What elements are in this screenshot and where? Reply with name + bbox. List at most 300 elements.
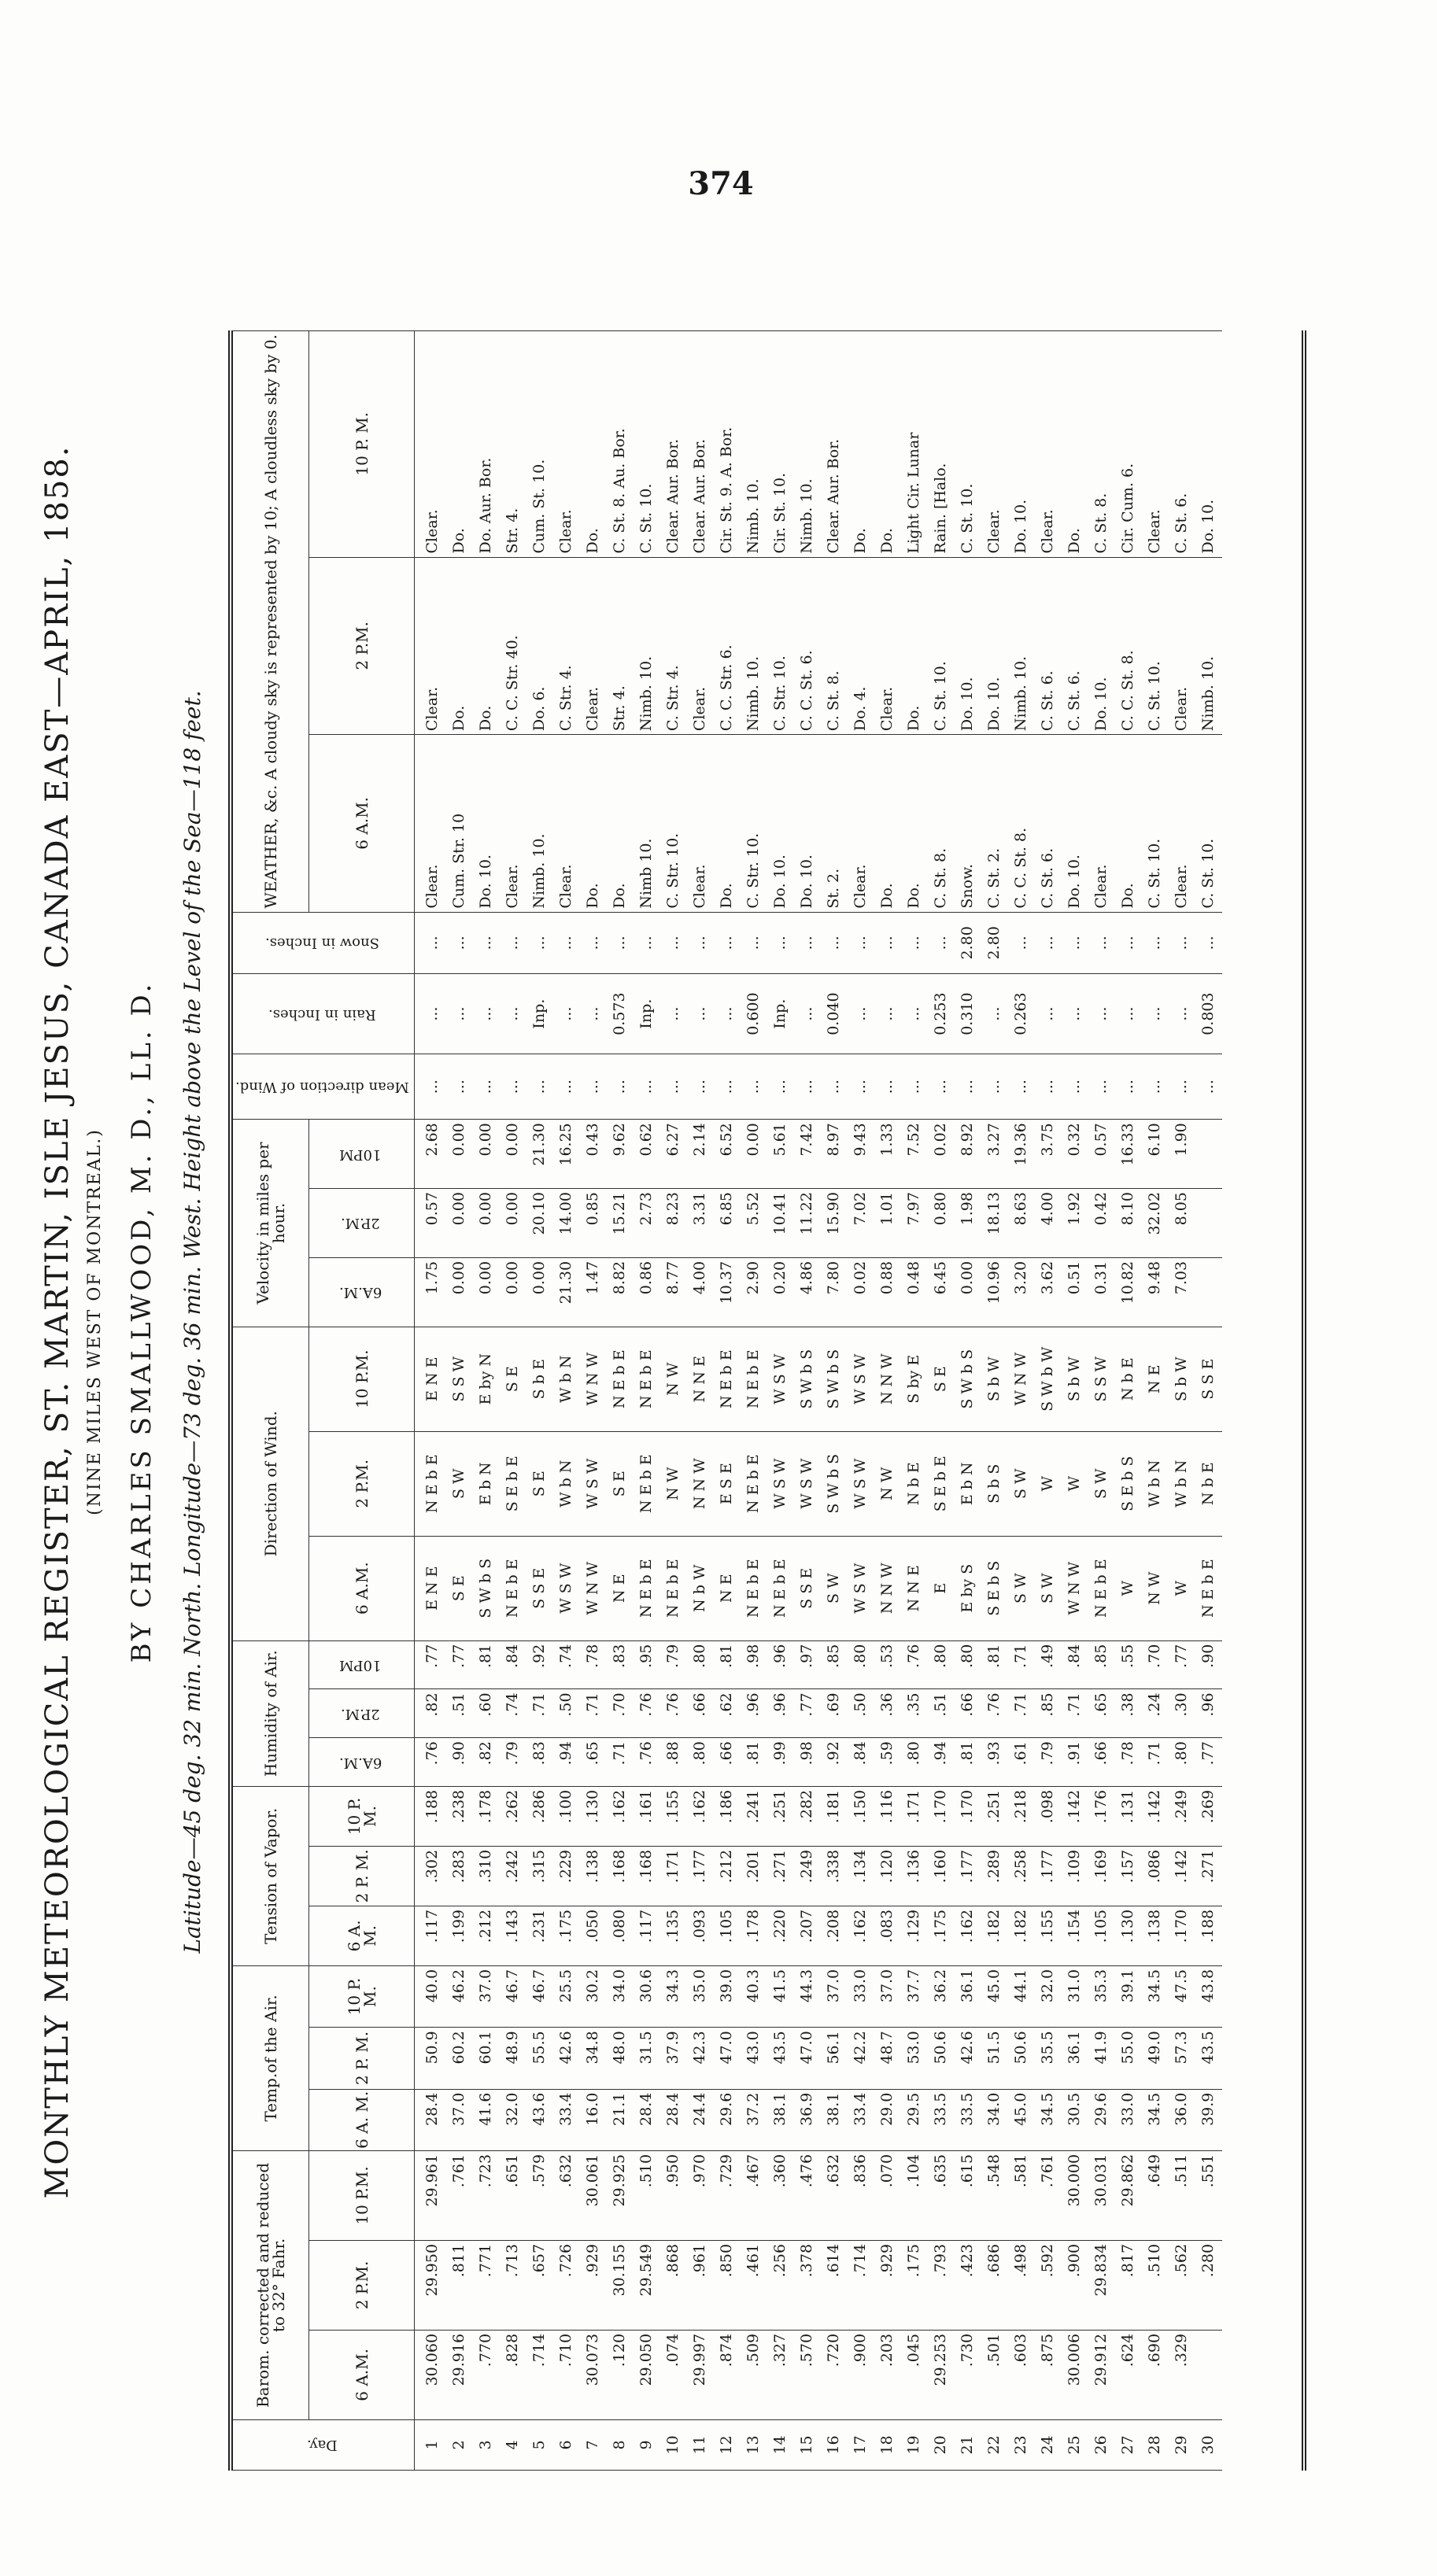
cell-h6: .81 (741, 1738, 767, 1787)
cell-t6: 29.5 (901, 2089, 928, 2150)
cell-snow: ... (1195, 912, 1222, 973)
cell-h2: .96 (1195, 1689, 1222, 1738)
cell-s2: 0.00 (446, 1189, 473, 1258)
cell-v10: .176 (1088, 1786, 1115, 1846)
cell-t2: 51.5 (981, 2028, 1008, 2089)
cell-h2: .36 (874, 1689, 901, 1738)
cell-h10: .81 (714, 1640, 741, 1689)
cell-b10: .970 (687, 2150, 714, 2240)
cell-v2: .289 (981, 1846, 1008, 1906)
cell-w10: Do. (446, 331, 473, 558)
cell-rain: ... (794, 974, 821, 1054)
cell-w10: Str. 4. (500, 331, 526, 558)
cell-v10: .150 (848, 1786, 874, 1846)
cell-md: ... (767, 1054, 794, 1120)
cell-d6: N E b E (634, 1536, 660, 1640)
cell-b10: 29.961 (414, 2150, 446, 2240)
cell-d2: S W (1008, 1431, 1035, 1536)
cell-d10: S S E (1195, 1327, 1222, 1431)
cell-h6: .71 (1142, 1738, 1169, 1787)
cell-w10: Cir. St. 10. (767, 331, 794, 558)
cell-t10: 36.1 (955, 1965, 981, 2027)
cell-b10: .761 (446, 2150, 473, 2240)
cell-md: ... (607, 1054, 634, 1120)
cell-v2: .168 (607, 1846, 634, 1906)
cell-day: 8 (607, 2419, 634, 2470)
cell-w2: C. C. Str. 6. (714, 557, 741, 735)
cell-d2: E b N (473, 1431, 500, 1536)
cell-v2: .109 (1062, 1846, 1088, 1906)
cell-b10: .476 (794, 2150, 821, 2240)
cell-t6: 37.2 (741, 2089, 767, 2150)
cell-md: ... (848, 1054, 874, 1120)
cell-w2: Nimb. 10. (741, 557, 767, 735)
table-row (1035, 331, 1062, 2471)
table-row (580, 331, 607, 2471)
cell-v2: .168 (634, 1846, 660, 1906)
cell-h10: .80 (687, 1640, 714, 1689)
cell-md: ... (553, 1054, 580, 1120)
cell-s6: 0.00 (473, 1257, 500, 1327)
cell-b10: .104 (901, 2150, 928, 2240)
cell-w6: Do. (580, 735, 607, 913)
cell-h10: .98 (741, 1640, 767, 1689)
cell-s10: 9.43 (848, 1120, 874, 1189)
cell-d10: S S W (1088, 1327, 1115, 1431)
cell-snow: ... (848, 912, 874, 973)
cell-b2: .771 (473, 2240, 500, 2330)
cell-h6: .76 (414, 1738, 446, 1787)
cell-d2: S W b S (821, 1431, 848, 1536)
cell-w10: Clear. (553, 331, 580, 558)
cell-h6: .90 (446, 1738, 473, 1787)
cell-h2: .71 (526, 1689, 553, 1738)
cell-w2: Clear. (414, 557, 446, 735)
header-direction-6am: 6 A.M. (309, 1536, 415, 1640)
cell-h10: .77 (1169, 1640, 1195, 1689)
cell-w6: Clear. (1169, 735, 1195, 913)
cell-w2: Nimb. 10. (634, 557, 660, 735)
cell-h2: .76 (634, 1689, 660, 1738)
cell-snow: ... (714, 912, 741, 973)
cell-d10: S W b W (1035, 1327, 1062, 1431)
cell-t2: 55.5 (526, 2028, 553, 2089)
table-row (901, 331, 928, 2471)
header-tension-6am: 6 A. M. (309, 1906, 415, 1965)
cell-b10: 30.000 (1062, 2150, 1088, 2240)
cell-w6: Cum. Str. 10 (446, 735, 473, 913)
cell-snow: ... (821, 912, 848, 973)
cell-s6: 21.30 (553, 1257, 580, 1327)
cell-t2: 53.0 (901, 2028, 928, 2089)
cell-w2: C. St. 10. (1142, 557, 1169, 735)
cell-d6: W S W (848, 1536, 874, 1640)
cell-t10: 40.0 (414, 1965, 446, 2027)
cell-rain: 0.040 (821, 974, 848, 1054)
cell-d2: N E b E (741, 1431, 767, 1536)
cell-h2: .85 (1035, 1689, 1062, 1738)
cell-day: 23 (1008, 2419, 1035, 2470)
cell-snow: ... (580, 912, 607, 973)
cell-v6: .207 (794, 1906, 821, 1965)
cell-h6: .92 (821, 1738, 848, 1787)
cell-h10: .78 (580, 1640, 607, 1689)
cell-w6: Clear. (553, 735, 580, 913)
cell-v2: .338 (821, 1846, 848, 1906)
cell-d6: S W b S (473, 1536, 500, 1640)
cell-d2: N b E (1195, 1431, 1222, 1536)
cell-snow: ... (634, 912, 660, 973)
cell-w2: C. St. 6. (1035, 557, 1062, 735)
cell-v10: .238 (446, 1786, 473, 1846)
cell-snow: ... (607, 912, 634, 973)
cell-day: 15 (794, 2419, 821, 2470)
cell-v10: .162 (607, 1786, 634, 1846)
cell-t6: 38.1 (821, 2089, 848, 2150)
cell-d10: N b E (1115, 1327, 1142, 1431)
cell-w6: C. St. 6. (1035, 735, 1062, 913)
cell-t2: 47.0 (714, 2028, 741, 2089)
cell-v6: .117 (414, 1906, 446, 1965)
cell-s2: 20.10 (526, 1189, 553, 1258)
cell-v6: .083 (874, 1906, 901, 1965)
cell-d2: S W (446, 1431, 473, 1536)
cell-s10: 5.61 (767, 1120, 794, 1189)
cell-snow: ... (446, 912, 473, 973)
cell-h2: .51 (446, 1689, 473, 1738)
cell-b10: .511 (1169, 2150, 1195, 2240)
cell-t6: 32.0 (500, 2089, 526, 2150)
cell-b6: .624 (1115, 2330, 1142, 2419)
cell-b2: 29.834 (1088, 2240, 1115, 2330)
cell-s2: 8.05 (1169, 1189, 1195, 1258)
cell-h10: .53 (874, 1640, 901, 1689)
cell-t10: 25.5 (553, 1965, 580, 2027)
cell-v6: .175 (928, 1906, 955, 1965)
header-baro-2pm: 2 P.M. (309, 2240, 415, 2330)
cell-t2: 48.9 (500, 2028, 526, 2089)
cell-d6: N b W (687, 1536, 714, 1640)
header-barometer: Barom. corrected and reduced to 32° Fahr. (233, 2150, 309, 2419)
cell-snow: ... (767, 912, 794, 973)
cell-v10: .170 (955, 1786, 981, 1846)
cell-s6: 6.45 (928, 1257, 955, 1327)
cell-t10: 37.7 (901, 1965, 928, 2027)
cell-v6: .199 (446, 1906, 473, 1965)
cell-s10: 7.52 (901, 1120, 928, 1189)
cell-b10: .632 (553, 2150, 580, 2240)
table-row (848, 331, 874, 2471)
cell-t6: 34.5 (1142, 2089, 1169, 2150)
cell-d2: W S W (580, 1431, 607, 1536)
header-weather-2pm: 2 P.M. (309, 557, 415, 735)
cell-d10: W N W (580, 1327, 607, 1431)
cell-t6: 36.9 (794, 2089, 821, 2150)
cell-s10: 1.90 (1169, 1120, 1195, 1189)
cell-b2: .510 (1142, 2240, 1169, 2330)
cell-w2: Nimb. 10. (1008, 557, 1035, 735)
cell-day: 10 (660, 2419, 687, 2470)
cell-day: 22 (981, 2419, 1008, 2470)
cell-h6: .79 (500, 1738, 526, 1787)
cell-b10: 29.925 (607, 2150, 634, 2240)
cell-snow: ... (741, 912, 767, 973)
cell-d6: E by S (955, 1536, 981, 1640)
cell-w10: Do. (580, 331, 607, 558)
cell-t10: 37.0 (473, 1965, 500, 2027)
cell-d2: S E b S (1115, 1431, 1142, 1536)
cell-snow: ... (1142, 912, 1169, 973)
cell-md: ... (794, 1054, 821, 1120)
cell-s2: 0.00 (473, 1189, 500, 1258)
cell-d2: N W (660, 1431, 687, 1536)
cell-s10: 16.33 (1115, 1120, 1142, 1189)
cell-d2: N N W (687, 1431, 714, 1536)
cell-snow: ... (1035, 912, 1062, 973)
cell-t10: 34.0 (607, 1965, 634, 2027)
cell-rain: ... (1062, 974, 1088, 1054)
cell-s6: 4.00 (687, 1257, 714, 1327)
cell-d2: S W (1088, 1431, 1115, 1536)
cell-w2: Do. 10. (955, 557, 981, 735)
cell-s10: 2.68 (414, 1120, 446, 1189)
cell-t2: 48.0 (607, 2028, 634, 2089)
cell-t6: 29.6 (714, 2089, 741, 2150)
cell-w6: Do. 10. (767, 735, 794, 913)
table-row (767, 331, 794, 2471)
cell-v2: .169 (1088, 1846, 1115, 1906)
cell-day: 6 (553, 2419, 580, 2470)
cell-day: 30 (1195, 2419, 1222, 2470)
cell-d6: W N W (1062, 1536, 1088, 1640)
cell-s6: 0.86 (634, 1257, 660, 1327)
cell-t10: 35.0 (687, 1965, 714, 2027)
cell-w2: C. Str. 10. (767, 557, 794, 735)
cell-t6: 33.5 (928, 2089, 955, 2150)
cell-t2: 34.8 (580, 2028, 607, 2089)
cell-t6: 45.0 (1008, 2089, 1035, 2150)
cell-v2: .258 (1008, 1846, 1035, 1906)
cell-md: ... (874, 1054, 901, 1120)
cell-w2: Do. (473, 557, 500, 735)
cell-day: 25 (1062, 2419, 1088, 2470)
cell-d2: W (1035, 1431, 1062, 1536)
cell-v10: .155 (660, 1786, 687, 1846)
cell-md: ... (446, 1054, 473, 1120)
cell-s10: 6.10 (1142, 1120, 1169, 1189)
cell-rain: ... (500, 974, 526, 1054)
cell-b2: .657 (526, 2240, 553, 2330)
cell-s10: 9.62 (607, 1120, 634, 1189)
cell-d6: W S W (553, 1536, 580, 1640)
cell-t2: 43.0 (741, 2028, 767, 2089)
cell-b6: 29.050 (634, 2330, 660, 2419)
header-day: Day. (233, 2419, 414, 2470)
cell-t6: 21.1 (607, 2089, 634, 2150)
cell-d2: N E b E (634, 1431, 660, 1536)
cell-b2: .713 (500, 2240, 526, 2330)
cell-s2: 1.92 (1062, 1189, 1088, 1258)
cell-s2: 4.00 (1035, 1189, 1062, 1258)
header-tension-10pm: 10 P. M. (309, 1786, 415, 1846)
cell-v10: .241 (741, 1786, 767, 1846)
cell-w2: C. St. 8. (821, 557, 848, 735)
cell-t2: 57.3 (1169, 2028, 1195, 2089)
cell-b2: .929 (874, 2240, 901, 2330)
cell-h6: .99 (767, 1738, 794, 1787)
cell-d6: N W (1142, 1536, 1169, 1640)
cell-t10: 46.7 (526, 1965, 553, 2027)
cell-d6: E N E (414, 1536, 446, 1640)
cell-w10: Do. (1062, 331, 1088, 558)
cell-d10: N W (660, 1327, 687, 1431)
cell-day: 29 (1169, 2419, 1195, 2470)
cell-d10: E N E (414, 1327, 446, 1431)
cell-w2: Clear. (687, 557, 714, 735)
cell-d6: N E b E (1195, 1536, 1222, 1640)
cell-d10: N N W (874, 1327, 901, 1431)
cell-v10: .251 (767, 1786, 794, 1846)
cell-v6: .105 (1088, 1906, 1115, 1965)
cell-s6: 0.48 (901, 1257, 928, 1327)
cell-d10: S by E (901, 1327, 928, 1431)
cell-d6: W (1115, 1536, 1142, 1640)
cell-d2: S E b E (500, 1431, 526, 1536)
cell-day: 18 (874, 2419, 901, 2470)
cell-w6: Do. (1115, 735, 1142, 913)
cell-t2: 42.6 (955, 2028, 981, 2089)
cell-v10: .178 (473, 1786, 500, 1846)
cell-d2: N E b E (414, 1431, 446, 1536)
cell-rain: 0.573 (607, 974, 634, 1054)
cell-s2: 3.31 (687, 1189, 714, 1258)
cell-h2: .65 (1088, 1689, 1115, 1738)
cell-t2: 48.7 (874, 2028, 901, 2089)
cell-w6: C. St. 10. (1142, 735, 1169, 913)
cell-d2: N W (874, 1431, 901, 1536)
cell-b10: .729 (714, 2150, 741, 2240)
cell-v10: .170 (928, 1786, 955, 1846)
cell-w2: Nimb. 10. (1195, 557, 1222, 735)
cell-h10: .80 (928, 1640, 955, 1689)
cell-h6: .94 (928, 1738, 955, 1787)
cell-b10: .360 (767, 2150, 794, 2240)
cell-b6: .900 (848, 2330, 874, 2419)
cell-t2: 42.6 (553, 2028, 580, 2089)
cell-d6: N E (714, 1536, 741, 1640)
cell-w6: Clear. (687, 735, 714, 913)
cell-day: 2 (446, 2419, 473, 2470)
cell-t2: 36.1 (1062, 2028, 1088, 2089)
header-rain: Rain in Inches. (233, 974, 414, 1054)
cell-h10: .77 (446, 1640, 473, 1689)
cell-t2: 50.6 (928, 2028, 955, 2089)
cell-d6: N E b E (741, 1536, 767, 1640)
cell-d6: S S E (526, 1536, 553, 1640)
cell-v10: .186 (714, 1786, 741, 1846)
cell-h2: .66 (687, 1689, 714, 1738)
cell-b2: .562 (1169, 2240, 1195, 2330)
cell-rain: 0.310 (955, 974, 981, 1054)
table-row (660, 331, 687, 2471)
cell-d10: W S W (767, 1327, 794, 1431)
cell-rain: ... (1035, 974, 1062, 1054)
cell-v2: .171 (660, 1846, 687, 1906)
cell-day: 20 (928, 2419, 955, 2470)
cell-t10: 47.5 (1169, 1965, 1195, 2027)
cell-w6: C. St. 8. (928, 735, 955, 913)
cell-w10: Clear. (1142, 331, 1169, 558)
register-table (233, 330, 1222, 2471)
cell-rain: ... (687, 974, 714, 1054)
cell-s2: 0.80 (928, 1189, 955, 1258)
cell-b6: 29.916 (446, 2330, 473, 2419)
cell-t2: 50.6 (1008, 2028, 1035, 2089)
cell-rain: ... (874, 974, 901, 1054)
cell-rain: ... (473, 974, 500, 1054)
cell-v2: .177 (687, 1846, 714, 1906)
cell-s2: 0.00 (500, 1189, 526, 1258)
cell-h2: .38 (1115, 1689, 1142, 1738)
cell-v2: .157 (1115, 1846, 1142, 1906)
cell-snow: ... (553, 912, 580, 973)
cell-t6: 34.5 (1035, 2089, 1062, 2150)
cell-snow: 2.80 (955, 912, 981, 973)
cell-b2: .961 (687, 2240, 714, 2330)
cell-b2: .461 (741, 2240, 767, 2330)
cell-b6: 30.006 (1062, 2330, 1088, 2419)
cell-d2: S E b E (928, 1431, 955, 1536)
cell-s10: 21.30 (526, 1120, 553, 1189)
cell-d2: W S W (794, 1431, 821, 1536)
cell-t6: 36.0 (1169, 2089, 1195, 2150)
cell-b6: .074 (660, 2330, 687, 2419)
cell-snow: ... (874, 912, 901, 973)
cell-d6: N E b E (500, 1536, 526, 1640)
table-row (794, 331, 821, 2471)
cell-d10: W N W (1008, 1327, 1035, 1431)
cell-h2: .60 (473, 1689, 500, 1738)
table-row (500, 331, 526, 2471)
table-row (1115, 331, 1142, 2471)
cell-w10: Cum. St. 10. (526, 331, 553, 558)
cell-t2: 35.5 (1035, 2028, 1062, 2089)
cell-b10: .467 (741, 2150, 767, 2240)
cell-d10: N E (1142, 1327, 1169, 1431)
cell-s10: 16.25 (553, 1120, 580, 1189)
table-row (1062, 331, 1088, 2471)
cell-md: ... (821, 1054, 848, 1120)
cell-v2: .177 (955, 1846, 981, 1906)
cell-day: 19 (901, 2419, 928, 2470)
cell-h2: .82 (414, 1689, 446, 1738)
cell-day: 12 (714, 2419, 741, 2470)
table-row (553, 331, 580, 2471)
cell-v2: .212 (714, 1846, 741, 1906)
cell-s6: 2.90 (741, 1257, 767, 1327)
cell-b6 (1195, 2330, 1222, 2419)
cell-b6: .714 (526, 2330, 553, 2419)
cell-w2: C. St. 6. (1062, 557, 1088, 735)
cell-t10: 41.5 (767, 1965, 794, 2027)
cell-s6: 8.77 (660, 1257, 687, 1327)
cell-s6: 1.75 (414, 1257, 446, 1327)
cell-t10: 31.0 (1062, 1965, 1088, 2027)
cell-d10: S W b S (821, 1327, 848, 1431)
cell-d2: S E (607, 1431, 634, 1536)
cell-w2: Do. 10. (981, 557, 1008, 735)
cell-h6: .98 (794, 1738, 821, 1787)
